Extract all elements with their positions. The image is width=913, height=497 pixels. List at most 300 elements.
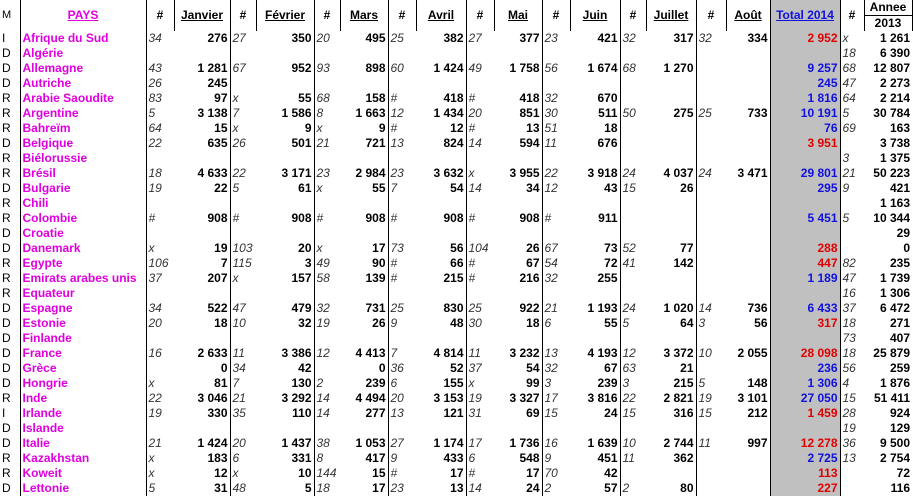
- value-cell: 2 055: [726, 346, 770, 361]
- value-cell: 594: [494, 136, 542, 151]
- value-cell: 495: [340, 31, 388, 46]
- rank-cell: [696, 136, 726, 151]
- value-cell: 90: [340, 256, 388, 271]
- value-cell: 130: [256, 376, 314, 391]
- rank-cell: [696, 451, 726, 466]
- value-cell: [416, 226, 466, 241]
- rank-cell: [230, 196, 256, 211]
- rank-cell: [620, 196, 646, 211]
- value-cell: 2 633: [174, 346, 230, 361]
- value-cell: [256, 331, 314, 346]
- value-2013-cell: 29: [896, 226, 910, 240]
- header-rank: #: [314, 0, 340, 31]
- rank-cell: [146, 331, 174, 346]
- value-cell: [726, 61, 770, 76]
- rank-cell: 12: [390, 106, 404, 120]
- rank-cell: [620, 46, 646, 61]
- value-cell: 22: [174, 181, 230, 196]
- value-cell: [726, 286, 770, 301]
- rank-cell: [542, 226, 570, 241]
- value-cell: 479: [256, 301, 314, 316]
- value-cell: 433: [416, 451, 466, 466]
- rank-cell: 68: [622, 61, 636, 75]
- rank-cell: [466, 421, 494, 436]
- value-cell: [340, 226, 388, 241]
- total-2014-cell: 317: [770, 316, 840, 331]
- table-row: [0, 361, 912, 376]
- rank-cell: 19: [148, 181, 162, 195]
- market-code: D: [0, 376, 20, 391]
- country-name: Bahreïm: [20, 121, 146, 136]
- rank-cell: 3: [544, 376, 552, 390]
- table-row: [0, 286, 912, 301]
- country-name: Italie: [20, 436, 146, 451]
- rank-cell: 5: [232, 181, 240, 195]
- header-rank: #: [466, 0, 494, 31]
- country-name: Espagne: [20, 301, 146, 316]
- value-cell: 824: [416, 136, 466, 151]
- value-cell: 239: [570, 376, 620, 391]
- value-2013-cell: 1 739: [879, 271, 910, 285]
- value-cell: 3 955: [494, 166, 542, 181]
- rank-cell: [230, 226, 256, 241]
- value-cell: 67: [570, 361, 620, 376]
- rank-cell: 24: [698, 166, 712, 180]
- value-cell: 350: [256, 31, 314, 46]
- value-cell: [646, 46, 696, 61]
- rank-cell: [620, 421, 646, 436]
- rank-cell: 19: [698, 391, 712, 405]
- value-cell: 215: [646, 376, 696, 391]
- market-code: D: [0, 361, 20, 376]
- value-cell: 276: [174, 31, 230, 46]
- rank-cell: [696, 91, 726, 106]
- rank-cell: 32: [316, 301, 330, 315]
- value-cell: [646, 136, 696, 151]
- value-cell: 3 046: [174, 391, 230, 406]
- value-cell: [494, 331, 542, 346]
- value-cell: [726, 466, 770, 481]
- rank-2013-cell: 37: [842, 301, 856, 315]
- header-avril: Avril: [416, 0, 466, 31]
- rank-cell: #: [390, 211, 398, 225]
- value-cell: 908: [494, 211, 542, 226]
- rank-cell: [230, 151, 256, 166]
- value-cell: 382: [416, 31, 466, 46]
- value-cell: 245: [174, 76, 230, 91]
- rank-cell: 104: [468, 241, 489, 255]
- value-cell: 3 171: [256, 166, 314, 181]
- total-2014-cell: 1 816: [770, 91, 840, 106]
- market-code: I: [0, 406, 20, 421]
- value-2013-cell: 1 163: [879, 196, 910, 210]
- rank-cell: x: [148, 241, 155, 255]
- rank-2013-cell: 73: [842, 331, 856, 345]
- table-row: [0, 481, 912, 496]
- value-cell: 67: [494, 256, 542, 271]
- value-cell: 275: [646, 106, 696, 121]
- rank-cell: 37: [468, 361, 482, 375]
- rank-cell: [620, 136, 646, 151]
- header-rank: #: [146, 0, 174, 31]
- table-row: [0, 76, 912, 91]
- value-cell: [340, 331, 388, 346]
- total-2014-cell: 29 801: [770, 166, 840, 181]
- value-2013-cell: 1 876: [879, 376, 910, 390]
- rank-cell: 11: [232, 346, 245, 360]
- total-2014-cell: 113: [770, 466, 840, 481]
- value-cell: [646, 331, 696, 346]
- total-2014-cell: 1 459: [770, 406, 840, 421]
- value-cell: 81: [174, 376, 230, 391]
- value-2013-cell: 163: [889, 121, 910, 135]
- rank-cell: #: [390, 121, 398, 135]
- value-cell: 2 744: [646, 436, 696, 451]
- rank-cell: 10: [232, 316, 246, 330]
- value-cell: 2 821: [646, 391, 696, 406]
- header-rank: #: [696, 0, 726, 31]
- table-row: [0, 316, 912, 331]
- rank-2013-cell: 5: [842, 106, 850, 120]
- value-cell: 3 632: [416, 166, 466, 181]
- value-cell: 635: [174, 136, 230, 151]
- value-cell: 1 424: [174, 436, 230, 451]
- rank-cell: 5: [622, 316, 630, 330]
- rank-cell: 22: [232, 166, 246, 180]
- value-2013-cell: 51 411: [873, 391, 910, 405]
- rank-cell: 32: [544, 361, 558, 375]
- rank-cell: [388, 196, 416, 211]
- rank-cell: [542, 76, 570, 91]
- table-row: [0, 241, 912, 256]
- value-cell: 17: [416, 466, 466, 481]
- market-code: R: [0, 91, 20, 106]
- header-rank: #: [840, 0, 864, 31]
- rank-2013-cell: 9: [842, 181, 850, 195]
- rank-cell: #: [390, 256, 398, 270]
- rank-cell: x: [232, 91, 239, 105]
- value-cell: 7: [174, 256, 230, 271]
- rank-cell: #: [544, 211, 552, 225]
- value-cell: 1 674: [570, 61, 620, 76]
- value-cell: 183: [174, 451, 230, 466]
- rank-cell: [696, 271, 726, 286]
- rank-cell: [146, 286, 174, 301]
- table-row: [0, 466, 912, 481]
- value-cell: 670: [570, 91, 620, 106]
- rank-cell: 18: [316, 481, 330, 495]
- rank-cell: 23: [390, 166, 404, 180]
- table-row: [0, 436, 912, 451]
- value-cell: [646, 271, 696, 286]
- value-cell: [646, 286, 696, 301]
- rank-cell: 14: [468, 136, 482, 150]
- market-code: R: [0, 196, 20, 211]
- rank-cell: [314, 76, 340, 91]
- rank-2013-cell: 19: [842, 421, 856, 435]
- rank-cell: #: [316, 211, 324, 225]
- rank-cell: [466, 151, 494, 166]
- value-2013-cell: 116: [890, 481, 910, 495]
- value-cell: [726, 46, 770, 61]
- value-cell: [726, 91, 770, 106]
- value-cell: [726, 451, 770, 466]
- header-total: Total 2014: [770, 0, 840, 31]
- rank-cell: [230, 286, 256, 301]
- total-2014-cell: 288: [770, 241, 840, 256]
- rank-cell: [146, 421, 174, 436]
- rank-cell: 8: [316, 106, 324, 120]
- table-row: [0, 256, 912, 271]
- total-2014-cell: 9 257: [770, 61, 840, 76]
- rank-cell: [388, 226, 416, 241]
- header-m: M: [0, 0, 20, 31]
- market-code: R: [0, 256, 20, 271]
- rank-cell: 15: [544, 406, 558, 420]
- rank-cell: [466, 46, 494, 61]
- value-cell: 20: [256, 241, 314, 256]
- value-cell: 3 232: [494, 346, 542, 361]
- rank-cell: x: [232, 121, 239, 135]
- rank-cell: 15: [622, 406, 636, 420]
- rank-cell: 15: [698, 406, 712, 420]
- value-cell: [340, 76, 388, 91]
- rank-cell: [696, 196, 726, 211]
- rank-cell: 10: [622, 436, 636, 450]
- value-cell: 3 292: [256, 391, 314, 406]
- value-2013-cell: 259: [889, 361, 910, 375]
- rank-cell: [314, 46, 340, 61]
- rank-cell: 11: [544, 136, 557, 150]
- rank-cell: [146, 196, 174, 211]
- market-code: R: [0, 121, 20, 136]
- value-cell: 24: [494, 481, 542, 496]
- value-cell: 17: [340, 241, 388, 256]
- rank-cell: [146, 226, 174, 241]
- rank-cell: x: [148, 466, 155, 480]
- value-cell: 511: [570, 106, 620, 121]
- value-cell: 21: [646, 361, 696, 376]
- value-cell: 15: [174, 121, 230, 136]
- country-name: Irlande: [20, 406, 146, 421]
- rank-cell: 5: [148, 106, 156, 120]
- value-cell: 277: [340, 406, 388, 421]
- value-cell: 908: [340, 211, 388, 226]
- rank-cell: 26: [232, 136, 246, 150]
- rank-cell: 27: [390, 436, 404, 450]
- rank-cell: #: [390, 466, 398, 480]
- value-cell: [726, 241, 770, 256]
- rank-cell: 27: [232, 31, 246, 45]
- rank-cell: 24: [622, 166, 636, 180]
- value-cell: 66: [416, 256, 466, 271]
- rank-cell: [696, 61, 726, 76]
- value-cell: 157: [256, 271, 314, 286]
- rank-cell: x: [232, 466, 239, 480]
- value-cell: [570, 226, 620, 241]
- value-cell: [174, 286, 230, 301]
- value-cell: [646, 121, 696, 136]
- rank-cell: 49: [468, 61, 482, 75]
- rank-2013-cell: 56: [842, 361, 856, 375]
- value-cell: [416, 151, 466, 166]
- value-cell: [726, 361, 770, 376]
- country-name: Belgique: [20, 136, 146, 151]
- rank-cell: 41: [622, 256, 636, 270]
- value-2013-cell: 50 223: [873, 166, 910, 180]
- rank-cell: 25: [390, 31, 404, 45]
- country-name: Argentine: [20, 106, 146, 121]
- rank-cell: 14: [468, 481, 482, 495]
- rank-cell: 6: [390, 376, 398, 390]
- value-cell: 1 424: [416, 61, 466, 76]
- value-2013-cell: 2 754: [879, 451, 910, 465]
- table-row: [0, 406, 912, 421]
- value-cell: 721: [340, 136, 388, 151]
- rank-cell: 7: [232, 376, 240, 390]
- value-cell: 13: [494, 121, 542, 136]
- value-cell: 42: [256, 361, 314, 376]
- value-cell: 908: [256, 211, 314, 226]
- header-rank: #: [620, 0, 646, 31]
- value-cell: 26: [494, 241, 542, 256]
- total-2014-cell: 2 952: [770, 31, 840, 46]
- country-name: Estonie: [20, 316, 146, 331]
- rank-cell: [230, 76, 256, 91]
- value-cell: [416, 46, 466, 61]
- value-cell: [646, 196, 696, 211]
- value-cell: [494, 151, 542, 166]
- rank-cell: 32: [622, 31, 636, 45]
- total-2014-cell: [770, 226, 840, 241]
- value-cell: 215: [416, 271, 466, 286]
- value-cell: 55: [570, 316, 620, 331]
- value-cell: [174, 196, 230, 211]
- rank-cell: x: [468, 166, 475, 180]
- value-cell: 1 053: [340, 436, 388, 451]
- value-cell: 26: [340, 316, 388, 331]
- rank-cell: x: [232, 271, 239, 285]
- value-cell: 31: [174, 481, 230, 496]
- rank-cell: 14: [316, 391, 330, 405]
- rank-2013-cell: 47: [842, 271, 856, 285]
- total-2014-cell: 28 098: [770, 346, 840, 361]
- table-row: [0, 91, 912, 106]
- total-2014-cell: 227: [770, 481, 840, 496]
- market-code: D: [0, 181, 20, 196]
- rank-cell: [696, 466, 726, 481]
- country-name: Emirats arabes unis: [20, 271, 146, 286]
- value-cell: 908: [174, 211, 230, 226]
- market-code: D: [0, 226, 20, 241]
- value-cell: [256, 151, 314, 166]
- value-cell: [726, 76, 770, 91]
- rank-cell: 36: [390, 361, 404, 375]
- rank-cell: [466, 226, 494, 241]
- rank-2013-cell: 15: [842, 391, 856, 405]
- value-cell: 18: [570, 121, 620, 136]
- header-rank: #: [542, 0, 570, 31]
- value-cell: 34: [494, 181, 542, 196]
- market-code: R: [0, 271, 20, 286]
- table-row: [0, 121, 912, 136]
- market-code: R: [0, 151, 20, 166]
- value-cell: [726, 196, 770, 211]
- value-cell: 4 037: [646, 166, 696, 181]
- rank-cell: [620, 331, 646, 346]
- total-2014-cell: 3 951: [770, 136, 840, 151]
- value-cell: [570, 421, 620, 436]
- value-cell: [726, 226, 770, 241]
- table-row: [0, 181, 912, 196]
- value-cell: 0: [174, 361, 230, 376]
- value-cell: [494, 421, 542, 436]
- rank-cell: [230, 421, 256, 436]
- total-2014-cell: 76: [770, 121, 840, 136]
- country-name: Allemagne: [20, 61, 146, 76]
- value-cell: 1 586: [256, 106, 314, 121]
- value-cell: 54: [494, 361, 542, 376]
- value-cell: 18: [494, 316, 542, 331]
- rank-cell: 34: [148, 301, 162, 315]
- rank-cell: [542, 286, 570, 301]
- rank-cell: 19: [148, 406, 162, 420]
- rank-cell: 12: [544, 181, 558, 195]
- value-cell: [494, 226, 542, 241]
- value-cell: 1 736: [494, 436, 542, 451]
- rank-cell: [314, 151, 340, 166]
- rank-cell: [542, 46, 570, 61]
- rank-cell: 11: [698, 436, 711, 450]
- rank-cell: 20: [468, 106, 482, 120]
- rank-2013-cell: 5: [842, 211, 850, 225]
- rank-cell: 13: [390, 406, 404, 420]
- total-2014-cell: 447: [770, 256, 840, 271]
- value-cell: [726, 331, 770, 346]
- value-cell: [570, 151, 620, 166]
- rank-cell: 21: [148, 436, 162, 450]
- value-cell: 43: [570, 181, 620, 196]
- value-cell: 158: [340, 91, 388, 106]
- total-2014-cell: [770, 46, 840, 61]
- value-cell: 55: [340, 181, 388, 196]
- rank-2013-cell: 36: [842, 436, 856, 450]
- rank-cell: 19: [316, 316, 330, 330]
- rank-cell: 2: [622, 481, 630, 495]
- rank-cell: [146, 151, 174, 166]
- total-2014-cell: 10 191: [770, 106, 840, 121]
- market-code: D: [0, 301, 20, 316]
- rank-cell: 15: [622, 181, 636, 195]
- rank-cell: [620, 91, 646, 106]
- value-cell: [494, 46, 542, 61]
- rank-cell: 30: [468, 316, 482, 330]
- value-cell: 1 639: [570, 436, 620, 451]
- value-2013-cell: 10 344: [873, 211, 910, 225]
- value-cell: 32: [256, 316, 314, 331]
- rank-cell: [466, 76, 494, 91]
- header-pays: PAYS: [20, 0, 146, 31]
- rank-cell: [388, 421, 416, 436]
- rank-cell: 67: [232, 61, 246, 75]
- rank-2013-cell: 64: [842, 91, 856, 105]
- country-name: Islande: [20, 421, 146, 436]
- table-body: [0, 31, 912, 496]
- value-cell: 72: [570, 256, 620, 271]
- value-2013-cell: 12 807: [873, 61, 910, 75]
- value-cell: 55: [256, 91, 314, 106]
- rank-cell: #: [390, 91, 398, 105]
